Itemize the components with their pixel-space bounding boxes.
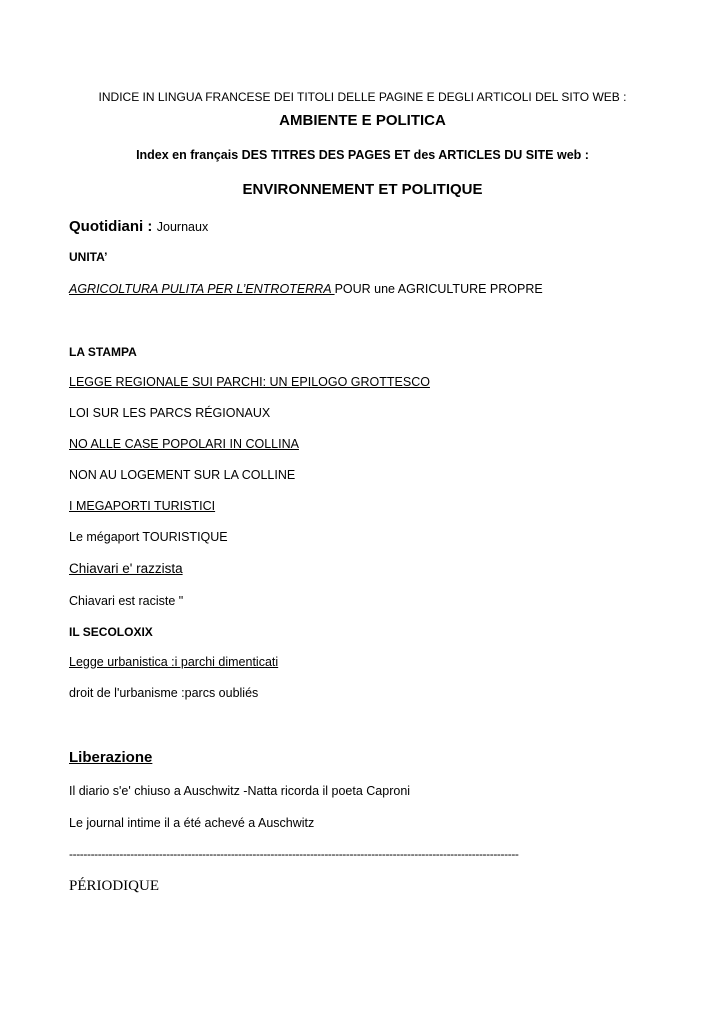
quotidiani-sub: Journaux [156, 220, 209, 234]
stampa-article-link-2[interactable]: NO ALLE CASE POPOLARI IN COLLINA [69, 437, 299, 451]
secolo-article-link-1[interactable]: Legge urbanistica :i parchi dimenticati [69, 655, 279, 669]
stampa-article-link-4[interactable]: Chiavari e' razzista [69, 561, 183, 576]
title-french: ENVIRONNEMENT ET POLITIQUE [242, 181, 483, 198]
quotidiani-label: Quotidiani : [69, 218, 153, 235]
section-periodique: PÉRIODIQUE [69, 878, 159, 894]
liberazione-article-italian: Il diario s'e' chiuso a Auschwitz -Natta ricorda il poeta Caproni [69, 784, 411, 798]
stampa-article-french-1: LOI SUR LES PARCS RÉGIONAUX [69, 406, 271, 420]
header-line-italian: INDICE IN LINGUA FRANCESE DEI TITOLI DELLE PAGINE E DEGLI ARTICOLI DEL SITO WEB : [98, 90, 627, 104]
stampa-article-link-1[interactable]: LEGGE REGIONALE SUI PARCHI: UN EPILOGO GROTTESCO [69, 375, 430, 389]
title-italian: AMBIENTE E POLITICA [279, 112, 446, 129]
newspaper-secolo-xix: IL SECOLOXIX [69, 625, 153, 639]
section-quotidiani [69, 218, 208, 236]
newspaper-liberazione[interactable]: Liberazione [69, 749, 153, 766]
stampa-article-french-2: NON AU LOGEMENT SUR LA COLLINE [69, 468, 296, 482]
newspaper-la-stampa: LA STAMPA [69, 345, 137, 359]
separator-line: ----------------------------------------------------------------------------------------------------------------------------- [69, 848, 519, 861]
unita-article [69, 283, 543, 297]
secolo-article-french-1: droit de l'urbanisme :parcs oubliés [69, 686, 259, 700]
newspaper-unita: UNITA’ [69, 250, 108, 264]
liberazione-article-french: Le journal intime il a été achevé a Auschwitz [69, 816, 315, 830]
unita-article-link[interactable]: AGRICOLTURA PULITA PER L’ENTROTERRA [69, 282, 335, 296]
unita-article-french: POUR une AGRICULTURE PROPRE [334, 282, 543, 296]
stampa-article-link-3[interactable]: I MEGAPORTI TURISTICI [69, 499, 216, 513]
stampa-article-french-3: Le mégaport TOURISTIQUE [69, 530, 228, 544]
header-line-french: Index en français DES TITRES DES PAGES ET des ARTICLES DU SITE web : [136, 148, 589, 162]
stampa-article-french-4: Chiavari est raciste " [69, 594, 184, 608]
